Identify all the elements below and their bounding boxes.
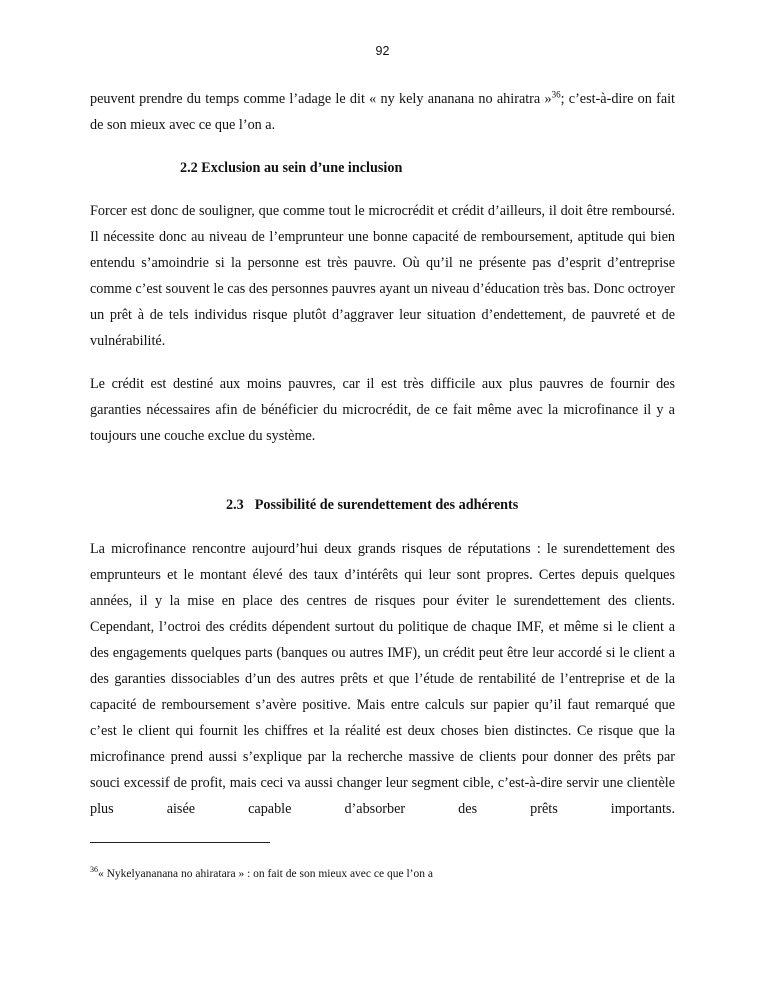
footnote-separator bbox=[90, 842, 270, 843]
paragraph-surendettement: La microfinance rencontre aujourd’hui deux grands risques de réputations : le surendettement des emprunteurs et le montant élevé des taux d’intérêts qui leur sont propres. Certes depuis quelques années, il y la mise en place des centres de risques pour éviter le surendettement des clients. Cependant, l’octroi des crédits dépendent surtout du politique de chaque IMF, et même si le client a des engagements quelques parts (banques ou autres IMF), un crédit peut être leur accordé si le client a des garanties dissociables d’un des autres prêts et que l’étude de rentabilité de l’entreprise et de la capacité de remboursement s’avère positive. Mais entre calculs sur papier qu’il faut remarqué que c’est le client qui fournit les chiffres et la réalité est deux choses bien distinctes. Ce risque que la microfinance prend aussi s’explique par la recherche massive de clients pour donner des prêts par souci excessif de profit, mais ceci va aussi changer leur segment cible, c’est-à-dire servir une clientèle plus aisée capable d’absorber des prêts importants. bbox=[90, 541, 675, 817]
footnote bbox=[90, 865, 433, 880]
intro-text-continued: ; c’est-à-dire on fait de son mieux avec ce que l’on a. bbox=[90, 91, 676, 133]
page-number: 92 bbox=[375, 44, 390, 58]
section-title: Possibilité de surendettement des adhérents bbox=[254, 497, 519, 513]
section-heading-2-3 bbox=[226, 492, 518, 518]
paragraph-credit: Le crédit est destiné aux moins pauvres, car il est très difficile aux plus pauvres de fournir des garanties nécessaires afin de bénéficier du microcrédit, de ce fait même avec la microfinance il y a toujours une couche exclue du système. bbox=[90, 376, 675, 444]
intro-text: peuvent prendre du temps comme l’adage le dit « ny kely ananana no ahiratra » bbox=[90, 91, 552, 107]
intro-paragraph bbox=[90, 86, 675, 138]
section-heading-2-2: 2.2 Exclusion au sein d’une inclusion bbox=[180, 160, 403, 176]
paragraph-exclusion: Forcer est donc de souligner, que comme tout le microcrédit et crédit d’ailleurs, il doit être remboursé. Il nécessite donc au niveau de l’emprunteur une bonne capacité de remboursement, aptitude qui bien entendu s’amoindrie si la personne est très pauvre. Où qu’il ne présente pas d’esprit d’entreprise comme c’est souvent le cas des personnes pauvres ayant un niveau d’éducation très bas. Donc octroyer un prêt à de tels individus risque plutôt d’aggraver leur situation d’endettement, de pauvreté et de vulnérabilité. bbox=[90, 203, 675, 349]
section-number: 2.3 bbox=[226, 497, 244, 513]
footnote-number: 36 bbox=[90, 865, 98, 875]
footnote-text: « Nykelyananana no ahiratara » : on fait de son mieux avec ce que l’on a bbox=[98, 868, 433, 880]
footnote-reference[interactable]: 36 bbox=[551, 89, 561, 100]
